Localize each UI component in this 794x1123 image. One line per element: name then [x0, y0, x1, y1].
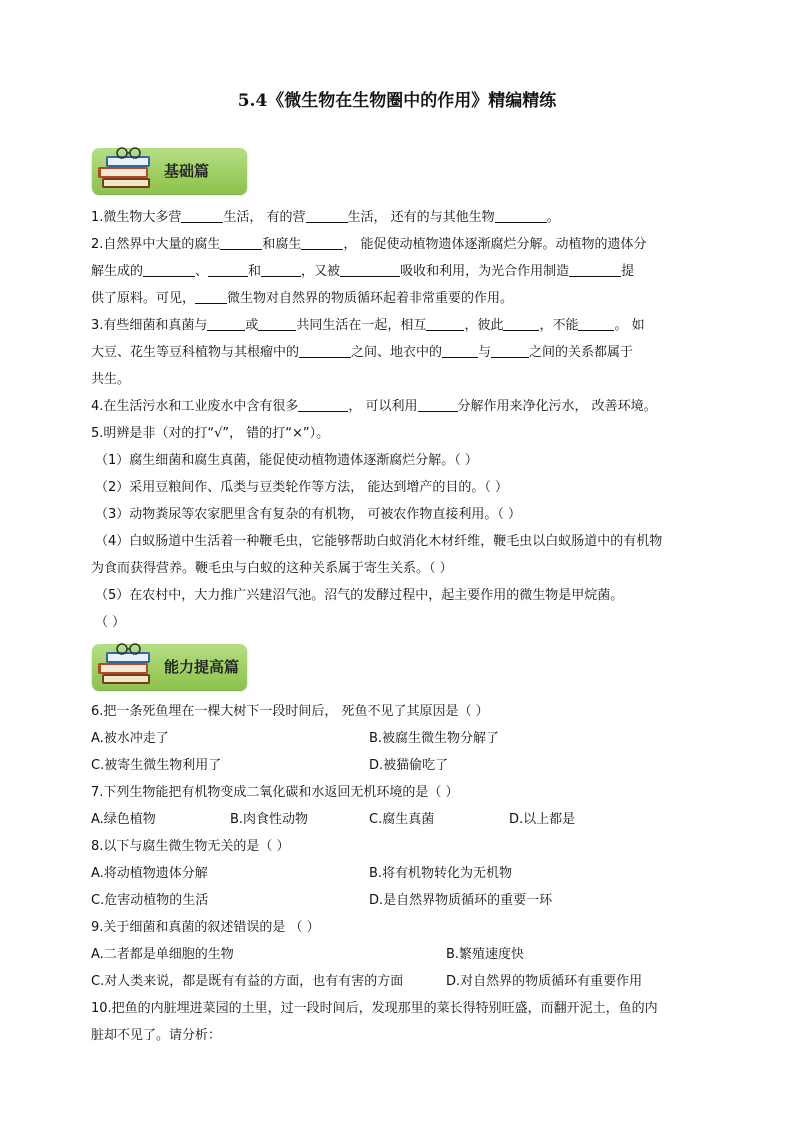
question-1	[91, 204, 706, 231]
text: 大豆、花生等豆科植物与其根瘤中的	[91, 345, 300, 360]
text: 1.微生物大多营	[91, 210, 182, 225]
blank[interactable]	[426, 315, 464, 331]
question-5-item-5b: （ ）	[95, 615, 126, 630]
blank[interactable]	[503, 315, 539, 331]
text: 。	[546, 210, 560, 225]
text: 4.在生活污水和工业废水中含有很多	[91, 399, 299, 414]
blank[interactable]	[299, 342, 351, 358]
question-5-item-3: （3）动物粪尿等农家肥里含有复杂的有机物， 可被农作物直接利用。（ ）	[95, 507, 522, 522]
question-6-options-row-2	[91, 752, 706, 779]
blank[interactable]	[220, 234, 262, 250]
text: 与	[478, 345, 492, 360]
option-a[interactable]: A.绿色植物	[91, 812, 156, 827]
question-8-options-row-1	[91, 860, 706, 887]
question-5-item-2: （2）采用豆粮间作、瓜类与豆类轮作等方法， 能达到增产的目的。（ ）	[95, 480, 509, 495]
advanced-questions	[91, 698, 706, 1049]
question-4	[91, 393, 706, 420]
books-icon	[94, 640, 158, 692]
blank[interactable]	[298, 396, 348, 412]
blank[interactable]	[306, 207, 348, 223]
option-c[interactable]: C.腐生真菌	[369, 812, 435, 827]
page-title: 5.4《微生物在生物圈中的作用》精编精练	[237, 91, 557, 111]
blank[interactable]	[495, 207, 547, 223]
text: 微生物对自然界的物质循环起着非常重要的作用。	[227, 291, 514, 306]
option-c[interactable]: C.对人类来说，都是既有有益的方面，也有有害的方面	[91, 974, 404, 989]
blank[interactable]	[442, 342, 478, 358]
question-10-line-1: 10.把鱼的内脏埋进菜园的土里，过一段时间后，发现那里的菜长得特别旺盛，而翻开泥土，鱼的内	[91, 1001, 658, 1016]
text: 2.自然界中大量的腐生	[91, 237, 221, 252]
text: 共同生活在一起，相互	[296, 318, 427, 333]
blank[interactable]	[418, 396, 458, 412]
text: 解生成的	[91, 264, 144, 279]
text: 或	[245, 318, 259, 333]
option-d[interactable]: D.对自然界的物质循环有重要作用	[446, 974, 643, 989]
text: 生活， 还有的与其他生物	[347, 210, 495, 225]
basic-questions	[91, 204, 706, 636]
question-3-line-2	[91, 339, 706, 366]
text: 分解作用来净化污水， 改善环境。	[457, 399, 657, 414]
text: 供了原料。可见，	[91, 291, 196, 306]
blank[interactable]	[258, 315, 296, 331]
text: ，彼此	[464, 318, 504, 333]
blank[interactable]	[207, 315, 245, 331]
question-10-line-2: 脏却不见了。请分析：	[91, 1028, 222, 1043]
option-a[interactable]: A.被水冲走了	[91, 731, 169, 746]
blank[interactable]	[208, 261, 248, 277]
question-5-head: 5.明辨是非（对的打“√”， 错的打“×”）。	[91, 426, 330, 441]
text: 和腐生	[262, 237, 302, 252]
blank[interactable]	[195, 288, 227, 304]
text: 生活， 有的营	[223, 210, 306, 225]
text: 、	[195, 264, 209, 279]
text: ，又被	[301, 264, 341, 279]
option-b[interactable]: B.繁殖速度快	[446, 947, 525, 962]
text: 3.有些细菌和真菌与	[91, 318, 208, 333]
question-8-options-row-2	[91, 887, 706, 914]
text: 提	[621, 264, 635, 279]
question-9-stem: 9.关于细菌和真菌的叙述错误的是 （ ）	[91, 920, 320, 935]
section-header-basic	[92, 148, 247, 194]
question-2-line-3	[91, 285, 706, 312]
blank[interactable]	[569, 261, 621, 277]
option-a[interactable]: A.二者都是单细胞的生物	[91, 947, 234, 962]
question-7-options	[91, 806, 706, 833]
text: ，不能	[539, 318, 579, 333]
question-6-options-row-1	[91, 725, 706, 752]
question-8-stem: 8.以下与腐生微生物无关的是（ ）	[91, 839, 290, 854]
option-d[interactable]: D.是自然界物质循环的重要一环	[369, 893, 553, 908]
option-b[interactable]: B.将有机物转化为无机物	[369, 866, 513, 881]
blank[interactable]	[301, 234, 343, 250]
option-b[interactable]: B.肉食性动物	[230, 812, 309, 827]
text: 之间的关系都属于	[529, 345, 634, 360]
question-2-line-2	[91, 258, 706, 285]
text: ， 可以利用	[348, 399, 418, 414]
option-c[interactable]: C.被寄生微生物利用了	[91, 758, 222, 773]
blank[interactable]	[143, 261, 195, 277]
text: 。 如	[614, 318, 645, 333]
question-5-item-4b: 为食而获得营养。鞭毛虫与白蚁的这种关系属于寄生关系。（ ）	[91, 561, 453, 576]
question-7-stem: 7.下列生物能把有机物变成二氧化碳和水返回无机环境的是（ ）	[91, 785, 459, 800]
question-3-line-1	[91, 312, 706, 339]
option-d[interactable]: D.以上都是	[509, 812, 576, 827]
question-5-item-4a: （4）白蚁肠道中生活着一种鞭毛虫，它能够帮助白蚁消化木材纤维，鞭毛虫以白蚁肠道中的有机物	[95, 534, 663, 549]
text: 和	[248, 264, 262, 279]
question-5-item-1: （1）腐生细菌和腐生真菌，能促使动植物遗体逐渐腐烂分解。（ ）	[95, 453, 478, 468]
question-2-line-1	[91, 231, 706, 258]
blank[interactable]	[261, 261, 301, 277]
text: 之间、地衣中的	[351, 345, 443, 360]
option-d[interactable]: D.被猫偷吃了	[369, 758, 449, 773]
blank[interactable]	[578, 315, 614, 331]
question-9-options-row-1	[91, 941, 706, 968]
option-b[interactable]: B.被腐生微生物分解了	[369, 731, 500, 746]
blank[interactable]	[181, 207, 223, 223]
question-6-stem: 6.把一条死鱼埋在一棵大树下一段时间后， 死鱼不见了其原因是（ ）	[91, 704, 489, 719]
blank[interactable]	[491, 342, 529, 358]
text: ， 能促使动植物遗体逐渐腐烂分解。动植物的遗体分	[343, 237, 647, 252]
option-c[interactable]: C.危害动植物的生活	[91, 893, 209, 908]
section-title-advanced: 能力提高篇	[164, 658, 240, 676]
question-9-options-row-2	[91, 968, 706, 995]
section-header-advanced	[92, 644, 247, 690]
blank[interactable]	[340, 261, 400, 277]
question-5-item-5a: （5）在农村中，大力推广兴建沼气池。沼气的发酵过程中，起主要作用的微生物是甲烷菌。	[95, 588, 624, 603]
books-icon	[94, 144, 158, 196]
text: 吸收和利用，为光合作用制造	[400, 264, 570, 279]
question-3-line-3: 共生。	[91, 372, 131, 387]
section-title-basic: 基础篇	[164, 162, 210, 180]
option-a[interactable]: A.将动植物遗体分解	[91, 866, 208, 881]
